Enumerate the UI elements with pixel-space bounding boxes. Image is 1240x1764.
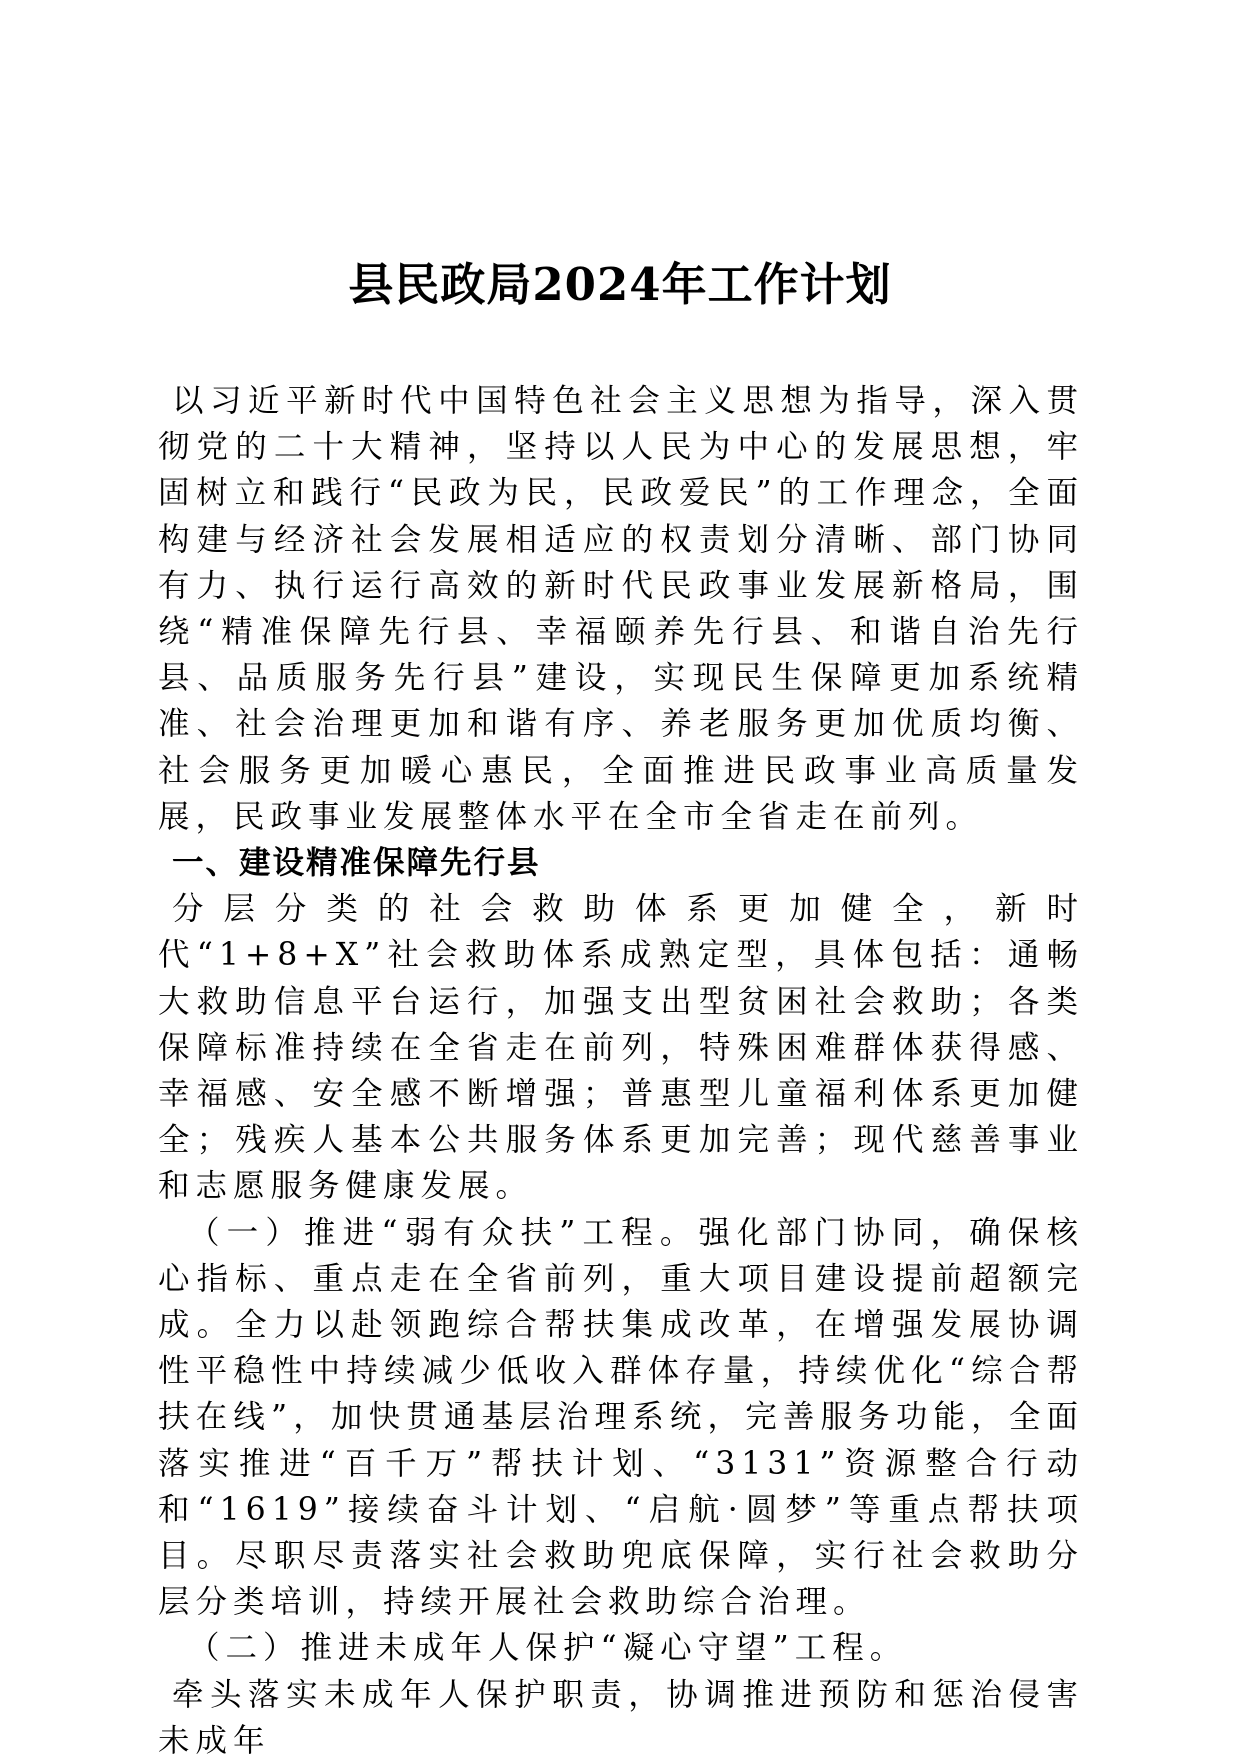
document-body [158,378,1084,1764]
section-1-paragraph: 分层分类的社会救助体系更加健全，新时代“1+8+X”社会救助体系成熟定型，具体包括：通畅大救助信息平台运行，加强支出型贫困社会救助；各类保障标准持续在全省走在前列，特殊困难群体获得感、幸福感、安全感不断增强；普惠型儿童福利体系更加健全；残疾人基本公共服务体系更加完善；现代慈善事业和志愿服务健康发展。 [158,891,1084,1205]
subsection-1-paragraph: （一）推进“弱有众扶”工程。强化部门协同，确保核心指标、重点走在全省前列，重大项目建设提前超额完成。全力以赴领跑综合帮扶集成改革，在增强发展协调性平稳性中持续减少低收入群体存量，持续优化“综合帮扶在线”，加快贯通基层治理系统，完善服务功能，全面落实推进“百千万”帮扶计划、“3131”资源整合行动和“1619”接续奋斗计划、“启航·圆梦”等重点帮扶项目。尽职尽责落实社会救助兜底保障，实行社会救助分层分类培训，持续开展社会救助综合治理。 [158,1214,1084,1621]
subsection-2-paragraph: 牵头落实未成年人保护职责，协调推进预防和惩治侵害未成年 [158,1676,1084,1759]
intro-paragraph: 以习近平新时代中国特色社会主义思想为指导，深入贯彻党的二十大精神，坚持以人民为中心的发展思想，牢固树立和践行“民政为民，民政爱民”的工作理念，全面构建与经济社会发展相适应的权责划分清晰、部门协同有力、执行运行高效的新时代民政事业发展新格局，围绕“精准保障先行县、幸福颐养先行县、和谐自治先行县、品质服务先行县”建设，实现民生保障更加系统精准、社会治理更加和谐有序、养老服务更加优质均衡、社会服务更加暖心惠民，全面推进民政事业高质量发展，民政事业发展整体水平在全市全省走在前列。 [158,383,1084,835]
document-title: 县民政局2024年工作计划 [348,258,892,311]
subsection-2-heading: （二）推进未成年人保护“凝心守望”工程。 [188,1630,908,1667]
section-heading-1: 一、建设精准保障先行县 [172,845,541,882]
